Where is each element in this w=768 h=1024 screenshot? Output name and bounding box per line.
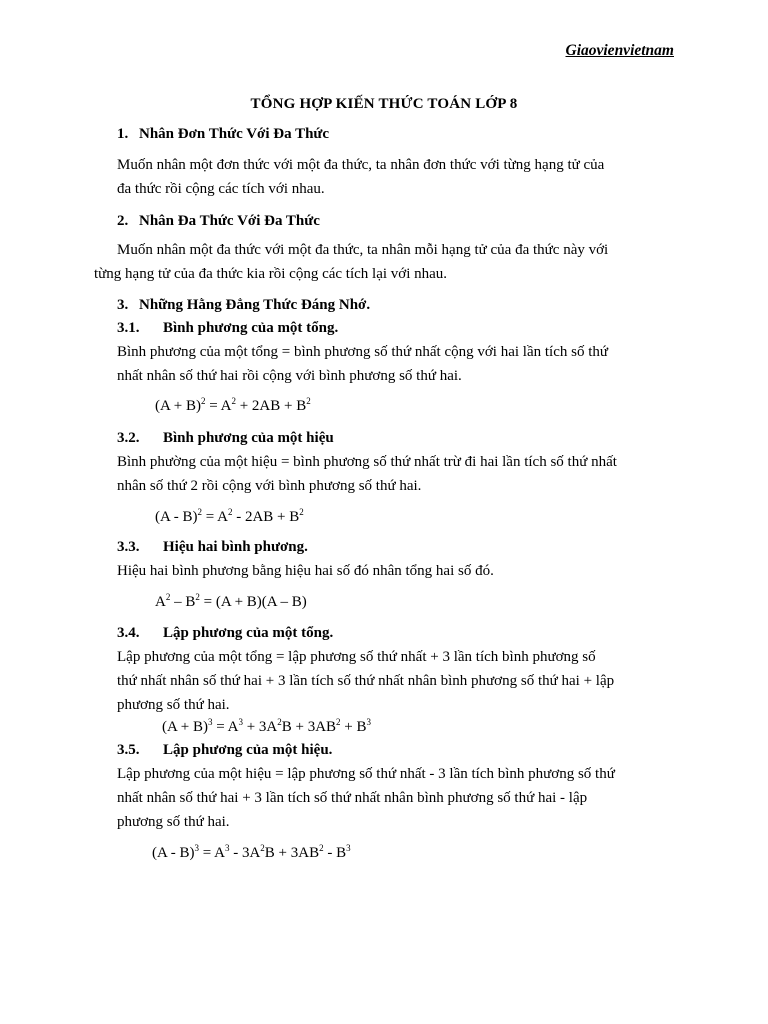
section-3-3-title: Hiệu hai bình phương. xyxy=(163,539,308,555)
section-3-2-title: Bình phương của một hiệu xyxy=(163,430,334,446)
site-brand: Giaovienvietnam xyxy=(565,42,674,59)
section-3-5-number: 3.5. xyxy=(117,742,140,758)
section-3-5-text-line1: Lập phương của một hiệu = lập phương số thứ nhất - 3 lần tích bình phương số thứ xyxy=(117,766,615,782)
section-1-number: 1. xyxy=(117,126,129,142)
section-3-3-number: 3.3. xyxy=(117,539,140,555)
section-3-number: 3. xyxy=(117,297,129,313)
section-2-heading xyxy=(117,213,320,230)
formula-square-of-sum: $(A + B)^2 = A^2 + 2AB + B^2$ xyxy=(155,396,311,414)
section-3-3-text-line1: Hiệu hai bình phương bằng hiệu hai số đó nhân tổng hai số đó. xyxy=(117,563,494,579)
section-3-2-heading xyxy=(117,430,334,447)
section-3-5-text-line3: phương số thứ hai. xyxy=(117,814,230,830)
section-3-1-heading xyxy=(117,320,338,337)
formula-cube-of-difference: $(A - B)^3 = A^3 - 3A^2B + 3AB^2 - B^3$ xyxy=(152,843,351,861)
section-3-1-title: Bình phương của một tổng. xyxy=(163,320,339,336)
section-3-5-title: Lập phương của một hiệu. xyxy=(163,742,333,758)
section-1-title: Nhân Đơn Thức Với Đa Thức xyxy=(139,126,330,142)
section-3-1-text-line1: Bình phương của một tổng = bình phương số thứ nhất cộng với hai lần tích số thứ xyxy=(117,344,608,360)
section-3-5-text-line2: nhất nhân số thứ hai + 3 lần tích số thứ nhất nhân bình phương số thứ hai - lập xyxy=(117,790,588,806)
section-3-3-heading xyxy=(117,539,308,556)
section-2-number: 2. xyxy=(117,213,129,229)
section-3-1-text-line2: nhất nhân số thứ hai rồi cộng với bình phương số thứ hai. xyxy=(117,368,462,384)
section-3-5-heading xyxy=(117,742,332,759)
section-3-title: Những Hằng Đẳng Thức Đáng Nhớ. xyxy=(139,297,371,313)
section-3-2-text-line2: nhân số thứ 2 rồi cộng với bình phương số thứ hai. xyxy=(117,478,422,494)
section-3-4-text-line2: thứ nhất nhân số thứ hai + 3 lần tích số thứ nhất nhân bình phương số thứ hai + lập xyxy=(117,673,615,689)
section-2-title: Nhân Đa Thức Với Đa Thức xyxy=(139,213,320,229)
section-3-4-text-line3: phương số thứ hai. xyxy=(117,697,230,713)
section-2-text-line1: Muốn nhân một đa thức với một đa thức, ta nhân mỗi hạng tử của đa thức này với xyxy=(117,242,609,258)
section-3-4-text-line1: Lập phương của một tổng = lập phương số thứ nhất + 3 lần tích bình phương số xyxy=(117,649,596,665)
section-3-2-number: 3.2. xyxy=(117,430,140,446)
section-3-heading xyxy=(117,297,370,314)
formula-square-of-difference: $(A - B)^2 = A^2 - 2AB + B^2$ xyxy=(155,507,304,525)
section-3-4-title: Lập phương của một tổng. xyxy=(163,625,334,641)
section-3-1-number: 3.1. xyxy=(117,320,140,336)
section-2-text-line2: từng hạng tử của đa thức kia rồi cộng các tích lại với nhau. xyxy=(94,266,448,282)
section-3-2-text-line1: Bình phường của một hiệu = bình phương số thứ nhất trừ đi hai lần tích số thứ nhất xyxy=(117,454,617,470)
formula-difference-of-squares: $A^2 - B^2 = (A + B)(A - B)$ xyxy=(155,592,307,610)
section-3-4-heading xyxy=(117,625,333,642)
section-1-text-line2: đa thức rồi cộng các tích với nhau. xyxy=(117,181,325,197)
formula-cube-of-sum: $(A + B)^3 = A^3 + 3A^2B + 3AB^2 + B^3$ xyxy=(162,717,372,735)
section-1-heading xyxy=(117,126,329,143)
section-1-text-line1: Muốn nhân một đơn thức với một đa thức, ta nhân đơn thức với từng hạng tử của xyxy=(117,157,605,173)
section-3-4-number: 3.4. xyxy=(117,625,140,641)
page-title: TỔNG HỢP KIẾN THỨC TOÁN LỚP 8 xyxy=(250,96,518,112)
